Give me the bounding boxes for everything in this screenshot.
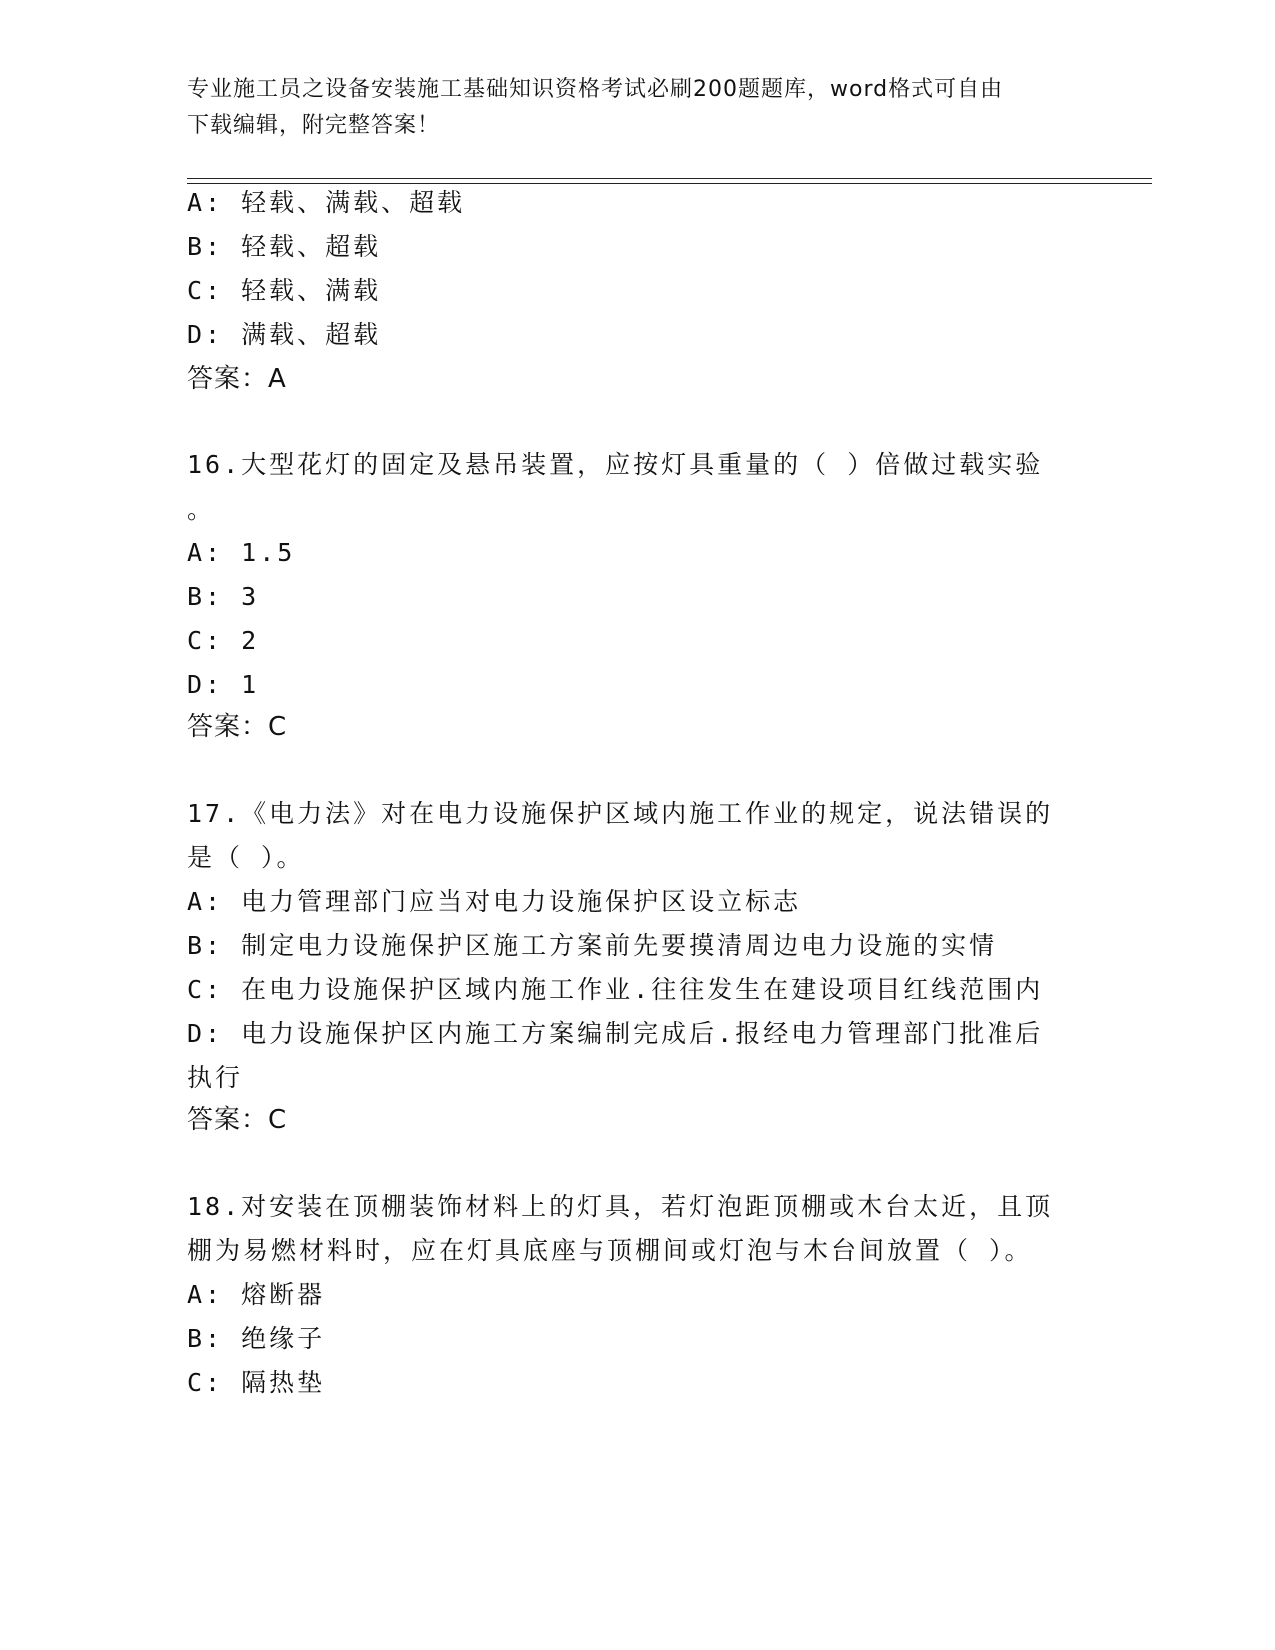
- q17-option-d-line-1: D: 电力设施保护区内施工方案编制完成后.报经电力管理部门批准后: [187, 1019, 1044, 1048]
- q18-option-c: C: 隔热垫: [187, 1368, 326, 1397]
- header-divider-top: [187, 178, 1152, 179]
- q15-answer: 答案：A: [187, 364, 287, 394]
- header-title-line-2: 下载编辑，附完整答案！: [187, 113, 441, 138]
- q16-option-a: A: 1.5: [187, 538, 296, 567]
- q16-question-line-2: 。: [187, 495, 216, 524]
- q15-option-c: C: 轻载、满载: [187, 276, 382, 305]
- q16-answer: 答案：C: [187, 712, 288, 742]
- q17-option-d-line-2: 执行: [187, 1063, 244, 1092]
- q17-question-line-2: 是（ ）。: [187, 843, 305, 872]
- q15-option-d: D: 满载、超载: [187, 320, 382, 349]
- q15-option-b: B: 轻载、超载: [187, 232, 382, 261]
- q17-option-b: B: 制定电力设施保护区施工方案前先要摸清周边电力设施的实情: [187, 931, 998, 960]
- q16-question-line-1: 16.大型花灯的固定及悬吊装置，应按灯具重量的（ ）倍做过载实验: [187, 450, 1044, 479]
- q17-option-a: A: 电力管理部门应当对电力设施保护区设立标志: [187, 887, 802, 916]
- q18-option-a: A: 熔断器: [187, 1280, 326, 1309]
- q18-question-line-1: 18.对安装在顶棚装饰材料上的灯具，若灯泡距顶棚或木台太近，且顶: [187, 1192, 1054, 1221]
- header-title-line-1: 专业施工员之设备安装施工基础知识资格考试必刷200题题库，word格式可自由: [187, 77, 1004, 102]
- document-header: [187, 72, 1067, 144]
- q16-option-b: B: 3: [187, 582, 260, 611]
- q17-question-line-1: 17.《电力法》对在电力设施保护区域内施工作业的规定，说法错误的: [187, 799, 1054, 828]
- q18-option-b: B: 绝缘子: [187, 1324, 326, 1353]
- q18-question-line-2: 棚为易燃材料时，应在灯具底座与顶棚间或灯泡与木台间放置（ ）。: [187, 1236, 1033, 1265]
- q15-option-a: A: 轻载、满载、超载: [187, 188, 466, 217]
- q17-answer: 答案：C: [187, 1105, 288, 1135]
- q16-option-d: D: 1: [187, 670, 260, 699]
- q16-option-c: C: 2: [187, 626, 260, 655]
- q17-option-c: C: 在电力设施保护区域内施工作业.往往发生在建设项目红线范围内: [187, 975, 1044, 1004]
- header-divider-bottom: [187, 183, 1152, 184]
